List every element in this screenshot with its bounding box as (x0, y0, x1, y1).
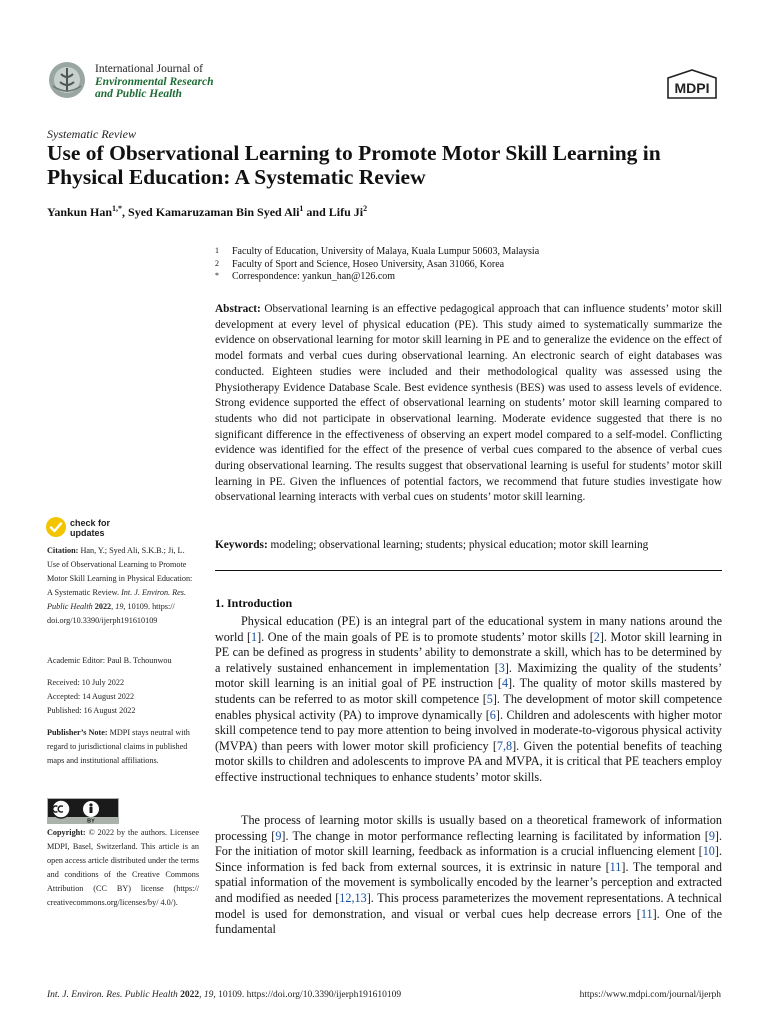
paragraph-text: ]. Since information is fed back from external sources, it is extrinsic in nature [ (215, 844, 722, 874)
cc-icon (52, 800, 70, 818)
author-affiliation-mark: 2 (363, 204, 368, 213)
author-affiliation-mark: 1 (299, 204, 304, 213)
check-for-updates-label (70, 519, 110, 538)
author-separator: , (122, 205, 129, 219)
journal-logo-icon (47, 60, 87, 100)
affiliation-mark: 1 (215, 246, 219, 255)
paragraph-text: ]. The change in motor performance reflecting learning is facilitated by information [ (281, 828, 709, 843)
mdpi-logo (664, 68, 720, 100)
citation-journal: Int. J. Environ. Res. Public Health (47, 588, 187, 612)
abstract (215, 302, 722, 506)
affiliation-item (215, 259, 725, 272)
paragraph-text: ]. One of the main goals of PE is to promote students’ motor skills [ (257, 629, 594, 644)
author-name[interactable]: Yankun Han (47, 205, 113, 219)
article-type: Systematic Review (47, 127, 136, 141)
paragraph-text: ]. The quality of motor skills mastered by students can be referred to as motor skill competence [ (215, 676, 722, 706)
introduction-paragraph-2 (215, 813, 722, 938)
footer-citation: Int. J. Environ. Res. Public Health 2022, 19, 10109. https://doi.org/10.3390/ijerph191610109 (47, 990, 402, 1000)
accepted-date: Accepted: 14 August 2022 (47, 692, 135, 702)
citation-link[interactable]: 7,8 (496, 738, 513, 753)
journal-name-line1: International Journal of (95, 63, 203, 75)
citation-doi[interactable]: , 10109. https:// doi.org/10.3390/ijerph191610109 (47, 602, 175, 626)
paragraph-text: ]. The temporal and spatial information of the movement is symbolically encoded by the learner’s perception and extracted and modified as needed [ (215, 859, 722, 905)
mdpi-logo-text: MDPI (674, 80, 710, 96)
citation-link[interactable]: 2 (593, 629, 600, 644)
paragraph-text: ]. Given the potential benefits of teaching motor skills to children and adolescents to improve PA and MVPA, it is critical that PE teachers employ effective instructional techniques to enhance students’ motor skills. (215, 738, 722, 784)
correspondence-text: Correspondence: yankun_han@126.com (232, 271, 396, 282)
citation-link[interactable]: 3 (498, 660, 505, 675)
check-for-updates-button[interactable] (45, 516, 165, 540)
author-separator: and (303, 205, 329, 219)
paragraph-text: ]. The development of motor skill competence enables physical activity (PA) to improve dynamically [ (215, 691, 722, 722)
journal-name-line2: Environmental Research (95, 75, 214, 88)
citation-link[interactable]: 1 (251, 629, 258, 644)
publishers-note-text: MDPI stays neutral with regard to jurisdictional claims in published maps and institutional affiliations. (47, 728, 190, 766)
journal-name-line3: and Public Health (95, 88, 182, 100)
author-affiliation-mark: 1,* (112, 204, 123, 213)
citation-link[interactable]: 10 (702, 844, 715, 859)
citation-link[interactable]: 11 (609, 859, 622, 874)
paragraph-text: Physical education (PE) is an integral part of the educational system in many nations around the world [ (215, 614, 722, 644)
citation-link[interactable]: 4 (501, 676, 509, 691)
citation: Citation: Han, Y.; Syed Ali, S.K.B.; Ji, L. Use of Observational Learning to Promote Motor Skill Learning in Physical Education: A Systematic Review. Int. J. Environ. Res. Public Health 2022, 19, 10109. https:// doi.org/10.3390/ijerph191610109 (47, 546, 193, 626)
paragraph-text: ]. Maximizing the quality of the students’ motor skill learning is an initial goal of PE instruction [ (215, 660, 723, 691)
publication-dates (47, 676, 199, 718)
correspondence[interactable] (215, 271, 725, 284)
page-footer (47, 990, 721, 1000)
citation-link[interactable]: 9 (275, 828, 282, 843)
citation-link[interactable]: 11 (640, 906, 653, 921)
citation-text: Han, Y.; Syed Ali, S.K.B.; Ji, L. Use of Observational Learning to Promote Motor Skill Learning in Physical Education: A Systematic Review. (47, 546, 193, 598)
published-date: Published: 16 August 2022 (47, 706, 136, 716)
article-title: Use of Observational Learning to Promote Motor Skill Learning in Physical Education: A Systematic Review (47, 141, 661, 189)
citation-link[interactable]: 6 (489, 707, 496, 722)
copyright-notice (47, 826, 199, 911)
journal-name (95, 63, 214, 101)
footer-journal: Int. J. Environ. Res. Public Health (47, 990, 178, 1000)
citation-year: 2022 (94, 602, 112, 612)
paragraph-text: ]. This process parameterizes the movement representations. A technical model is used for demonstration, and visual or verbal cues help decrease errors [ (215, 890, 723, 921)
citation-link[interactable]: 12,13 (339, 890, 367, 905)
keywords-label: Keywords: (215, 539, 268, 551)
paragraph-text: The process of learning motor skills is usually based on a theoretical framework of information processing [ (215, 813, 722, 843)
academic-editor: Academic Editor: Paul B. Tchounwou (47, 656, 172, 665)
affiliation-text: Faculty of Education, University of Malaya, Kuala Lumpur 50603, Malaysia (232, 246, 540, 257)
citation-label: Citation: (47, 546, 79, 555)
paragraph-text: ]. One of the fundamental (215, 906, 722, 937)
citation-volume: 19 (115, 602, 124, 612)
abstract-label: Abstract: (215, 303, 261, 315)
paragraph-text: ]. Children and adolescents with higher motor skill competence tend to pay more attention to being involved in moderate-to-vigorous physical activity (MVPA) than peers with lower motor skill proficiency [ (215, 707, 722, 753)
publishers-note-label: Publisher’s Note: (47, 728, 108, 737)
affiliation-mark: * (215, 271, 219, 280)
keywords (215, 538, 722, 553)
abstract-text: Observational learning is an effective pedagogical approach that can influence students’ motor skill development at every level of physical education (PE). This study aimed to systematically summarize the evidence on observational learning for motor skill learning in PE and to generalize the evidence on the effect of model formats and verbal cues during observational learning. An electronic search of eight databases was conducted. Eighteen studies were included and their methodological quality was assessed using the Physiotherapy Evidence Database Scale. Best evidence synthesis (BES) was used to assess levels of evidence. Strong evidence supported the effect of observational learning on students’ motor skill learning compared to students who did not participate in observational learning. Moderate evidence suggested that there is no significant difference in the effectiveness of observing an expert model compared to a self-model. Conflicting evidence was identified for the effect of the presence of verbal cues compared to the absence of verbal cues during observational learning. The results suggest that observational learning is useful for students’ motor skill learning in PE. Given the influences of potential factors, we recommend that future studies investigate how observational learning interacts with verbal cues on students’ motor skill learning. (215, 303, 722, 504)
copyright-label: Copyright: (47, 828, 86, 837)
paragraph-text: ]. For the initiation of motor skill learning, feedback as information is a crucial influencing element [ (215, 828, 723, 859)
author-name[interactable]: Syed Kamaruzaman Bin Syed Ali (128, 205, 300, 219)
footer-doi[interactable]: , 10109. https://doi.org/10.3390/ijerph191610109 (213, 990, 402, 1000)
copyright-text: © 2022 by the authors. Licensee MDPI, Basel, Switzerland. This article is an open access article distributed under the terms and conditions of the Creative Commons Attribution (CC BY) license (https:// creativecommons.org/licenses/by/ 4.0/). (47, 828, 200, 908)
cc-by-label: BY (87, 818, 95, 824)
check-for-updates-icon (45, 516, 67, 538)
section-divider (215, 570, 722, 571)
keywords-text: modeling; observational learning; students; physical education; motor skill learning (270, 539, 649, 551)
citation-link[interactable]: 5 (486, 691, 493, 706)
received-date: Received: 10 July 2022 (47, 678, 125, 687)
cc-by-license-badge[interactable] (47, 798, 119, 824)
citation-link[interactable]: 9 (708, 828, 715, 843)
check-for-updates-line1: check for (70, 518, 111, 528)
footer-volume: 19 (203, 990, 214, 1000)
introduction-paragraph-1 (215, 614, 722, 786)
affiliation-text: Faculty of Sport and Science, Hoseo University, Asan 31066, Korea (232, 258, 505, 270)
affiliation-mark: 2 (215, 258, 219, 268)
footer-journal-url[interactable]: https://www.mdpi.com/journal/ijerph (579, 990, 721, 1000)
author-name[interactable]: Lifu Ji (328, 205, 364, 219)
author-list (47, 204, 367, 220)
check-for-updates-line2: updates (70, 527, 105, 538)
publishers-note (47, 726, 199, 768)
section-heading-introduction: 1. Introduction (215, 596, 293, 610)
affiliations (215, 246, 725, 284)
paragraph-text: ]. Motor skill learning in PE can be defined as progress in students’ ability to demonstrate a skill, which has to be determined by a relatively sustained enhancement in implementation [ (215, 629, 722, 675)
affiliation-item (215, 246, 725, 259)
footer-year: 2022 (180, 990, 200, 1000)
